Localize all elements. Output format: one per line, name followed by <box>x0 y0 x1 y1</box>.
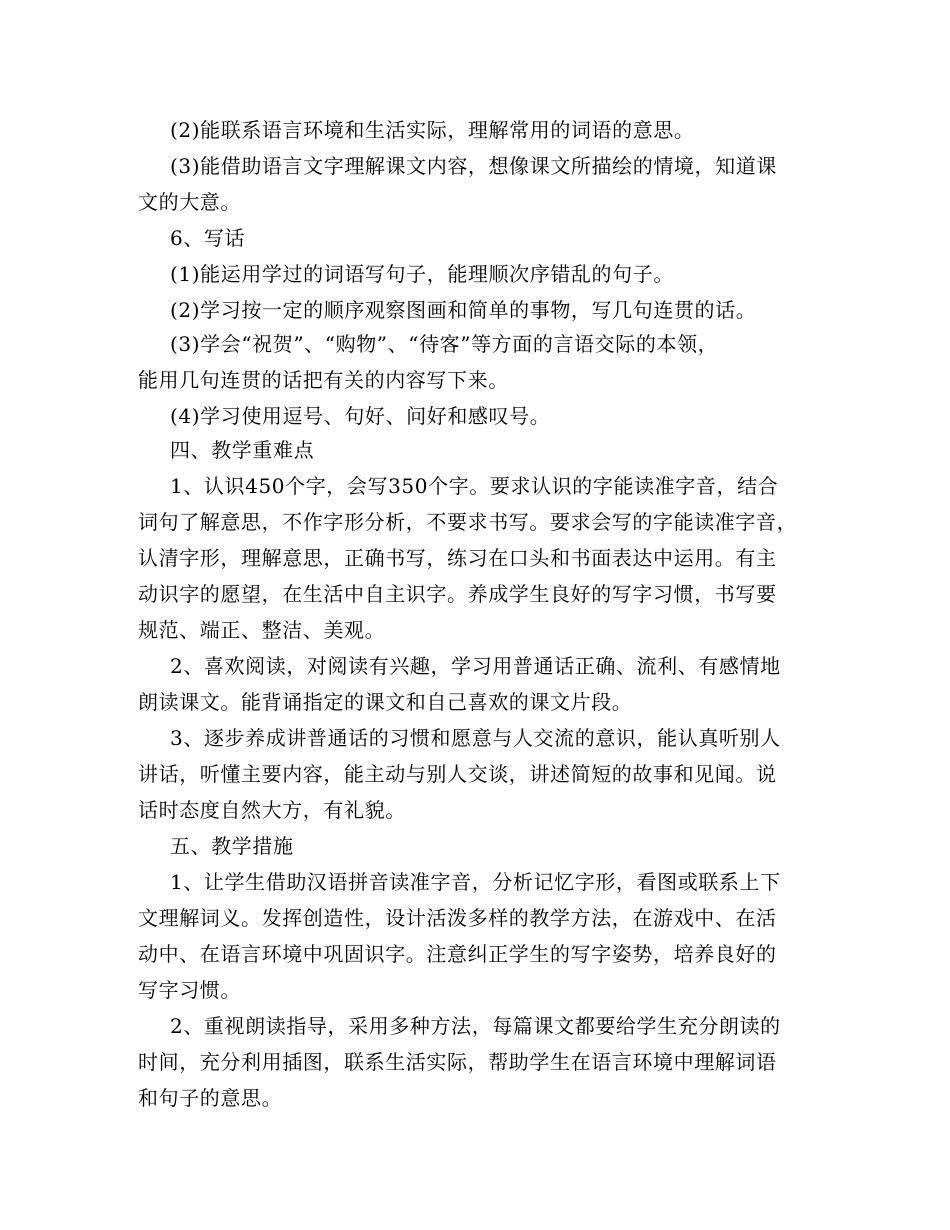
text-line: 话时态度自然大方，有礼貌。 <box>138 798 406 822</box>
text-line: 3、逐步养成讲普通话的习惯和愿意与人交流的意识，能认真听别人 <box>170 726 781 750</box>
text-line: 讲话，听懂主要内容，能主动与别人交谈，讲述简短的故事和见闻。说 <box>138 762 777 786</box>
text-line: 认清字形，理解意思，正确书写，练习在口头和书面表达中运用。有主 <box>138 546 777 570</box>
section-heading: 四、教学重难点 <box>170 438 315 462</box>
text-line: (1)能运用学过的词语写句子，能理顺次序错乱的句子。 <box>170 262 674 286</box>
text-line: (2)能联系语言环境和生活实际，理解常用的词语的意思。 <box>170 118 695 142</box>
text-line: 时间，充分利用插图，联系生活实际，帮助学生在语言环境中理解词语 <box>138 1050 777 1074</box>
text-line: 文理解词义。发挥创造性，设计活泼多样的教学方法，在游戏中、在活 <box>138 906 777 930</box>
section-heading: 6、写话 <box>170 226 246 250</box>
text-line: 1、认识450个字，会写350个字。要求认识的字能读准字音，结合 <box>170 474 779 498</box>
text-line: (3)学会“祝贺”、“购物”、“待客”等方面的言语交际的本领， <box>170 332 719 356</box>
text-line: 写字习惯。 <box>138 978 241 1002</box>
section-heading: 五、教学措施 <box>170 834 294 858</box>
text-line: (3)能借助语言文字理解课文内容，想像课文所描绘的情境，知道课 <box>170 154 777 178</box>
text-line: 和句子的意思。 <box>138 1086 283 1110</box>
text-line: (4)学习使用逗号、句好、问好和感叹号。 <box>170 404 551 428</box>
text-line: 朗读课文。能背诵指定的课文和自己喜欢的课文片段。 <box>138 690 633 714</box>
text-line: 能用几句连贯的话把有关的内容写下来。 <box>138 368 509 392</box>
text-line: 规范、端正、整洁、美观。 <box>138 618 386 642</box>
text-line: 词句了解意思，不作字形分析，不要求书写。要求会写的字能读准字音， <box>138 510 798 534</box>
text-line: 动识字的愿望，在生活中自主识字。养成学生良好的写字习惯，书写要 <box>138 582 777 606</box>
text-line: 2、重视朗读指导，采用多种方法，每篇课文都要给学生充分朗读的 <box>170 1014 781 1038</box>
text-line: 1、让学生借助汉语拼音读准字音，分析记忆字形，看图或联系上下 <box>170 870 781 894</box>
text-line: 动中、在语言环境中巩固识字。注意纠正学生的写字姿势，培养良好的 <box>138 942 777 966</box>
text-line: (2)学习按一定的顺序观察图画和简单的事物，写几句连贯的话。 <box>170 298 757 322</box>
text-line: 2、喜欢阅读，对阅读有兴趣，学习用普通话正确、流利、有感情地 <box>170 654 781 678</box>
text-line: 文的大意。 <box>138 190 241 214</box>
